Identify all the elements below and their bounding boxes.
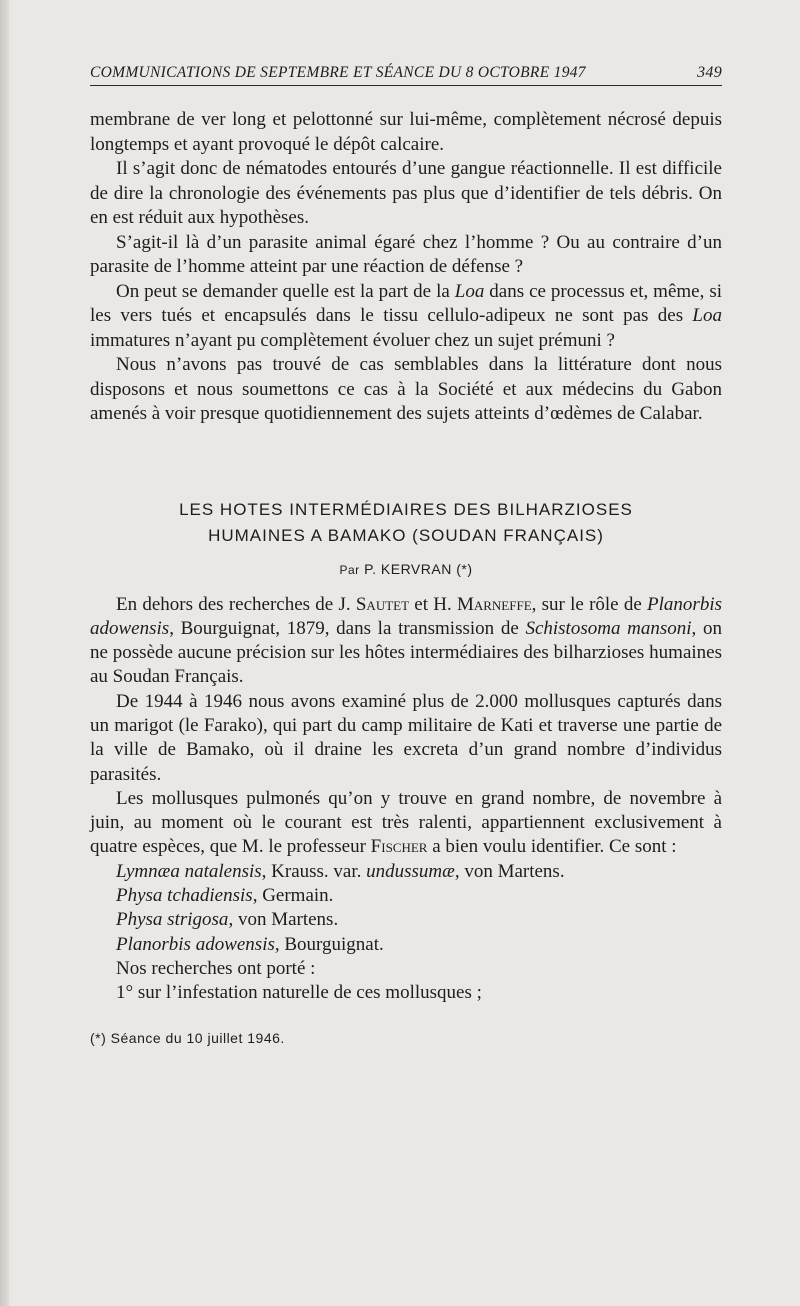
text-run: a bien voulu identifier. Ce sont : bbox=[427, 836, 677, 858]
paragraph: Nos recherches ont porté : bbox=[116, 957, 316, 979]
article-body bbox=[90, 593, 722, 1006]
continued-text bbox=[90, 108, 722, 427]
paragraph bbox=[90, 280, 722, 354]
paragraph: 1° sur l’infestation naturelle de ces mollusques ; bbox=[116, 982, 482, 1004]
species-list bbox=[90, 860, 722, 957]
variety-name: undussumæ bbox=[366, 860, 455, 882]
article-title bbox=[90, 497, 722, 549]
paragraph bbox=[90, 787, 722, 860]
text-run: On peut se demander quelle est la part de la bbox=[116, 280, 455, 302]
text-run: , Bourguignat. bbox=[274, 933, 384, 955]
text-run: immatures n’ayant pu complètement évoluer chez un sujet prémuni ? bbox=[90, 329, 615, 351]
paragraph: S’agit-il là d’un parasite animal égaré chez l’homme ? Ou au contraire d’un parasite de l’homme atteint par une réaction de défense ? bbox=[90, 231, 722, 277]
text-run: , von Martens. bbox=[228, 909, 339, 931]
text-run: , Germain. bbox=[252, 885, 334, 907]
species-name: Planorbis adowensis bbox=[90, 593, 722, 639]
running-header bbox=[90, 64, 722, 86]
text-run: et H. bbox=[409, 593, 457, 615]
species-name: Physa strigosa bbox=[116, 909, 229, 931]
text-run: En dehors des recherches de J. bbox=[116, 593, 356, 615]
author-line bbox=[90, 561, 722, 577]
page-edge bbox=[0, 0, 9, 1306]
document-page bbox=[90, 64, 722, 1046]
paragraph: Il s’agit donc de nématodes entourés d’une gangue réactionnelle. Il est difficile de dire la chronologie des événements pas plus que d’identifier de tels débris. On en est réduit aux hypothèses. bbox=[90, 158, 722, 228]
species-name: Physa tchadiensis bbox=[116, 885, 253, 907]
running-title: COMMUNICATIONS DE SEPTEMBRE ET SÉANCE DU 8 OCTOBRE 1947 bbox=[90, 64, 586, 81]
text-run: , on ne possède aucune précision sur les hôtes intermédiaires des bilharzioses humaines au Soudan Français. bbox=[90, 617, 722, 688]
italic-term: Loa bbox=[692, 305, 722, 326]
text-run: Les mollusques pulmonés qu’on y trouve en grand nombre, de novembre à juin, au moment où le courant est très ralenti, appartiennent exclusivement à quatre espèces, que M. le professeur bbox=[90, 787, 722, 858]
page-number: 349 bbox=[697, 64, 722, 81]
species-name: Lymnæa natalensis bbox=[116, 860, 262, 882]
text-run: , sur le rôle de bbox=[531, 593, 648, 615]
paragraph: De 1944 à 1946 nous avons examiné plus de 2.000 mollusques capturés dans un marigot (le Farako), qui part du camp militaire de Kati et traverse une partie de la ville de Bamako, où il draine les excreta d’un grand nombre d’individus parasités. bbox=[90, 690, 722, 785]
author-ref: Fischer bbox=[370, 836, 428, 858]
text-run: dans ce processus et, même, si les vers tués et encapsulés dans le tissu cellulo-adipeux ne sont pas des bbox=[90, 280, 722, 326]
species-item bbox=[90, 908, 722, 932]
species-item bbox=[90, 933, 722, 957]
paragraph: Nous n’avons pas trouvé de cas semblables dans la littérature dont nous disposons et nous soumettons ce cas à la Société et aux médecins du Gabon amenés à voir presque quotidiennement des sujets atteints d’œdèmes de Calabar. bbox=[90, 354, 722, 424]
article-title-line: LES HOTES INTERMÉDIAIRES DES BILHARZIOSES bbox=[179, 499, 633, 519]
species-item bbox=[90, 884, 722, 908]
italic-term: Loa bbox=[454, 280, 485, 302]
author-ref: Sautet bbox=[355, 593, 410, 615]
paragraph bbox=[90, 593, 722, 690]
species-item bbox=[90, 860, 722, 884]
text-run: , Krauss. var. bbox=[261, 860, 367, 882]
footnote: (*) Séance du 10 juillet 1946. bbox=[90, 1029, 285, 1046]
paragraph: membrane de ver long et pelottonné sur lui-même, complètement nécrosé depuis longtemps et ayant provoqué le dépôt calcaire. bbox=[90, 109, 722, 155]
species-name: Planorbis adowensis bbox=[116, 933, 275, 955]
species-name: Schistosoma mansoni bbox=[525, 617, 692, 639]
article-title-line: HUMAINES A BAMAKO (SOUDAN FRANÇAIS) bbox=[208, 525, 604, 545]
text-run: , Bourguignat, 1879, dans la transmission de bbox=[169, 617, 526, 639]
author-prefix: Par bbox=[339, 562, 360, 577]
author-name: P. KERVRAN (*) bbox=[364, 560, 473, 577]
author-ref: Marneffe bbox=[456, 593, 532, 615]
text-run: , von Martens. bbox=[454, 860, 565, 882]
